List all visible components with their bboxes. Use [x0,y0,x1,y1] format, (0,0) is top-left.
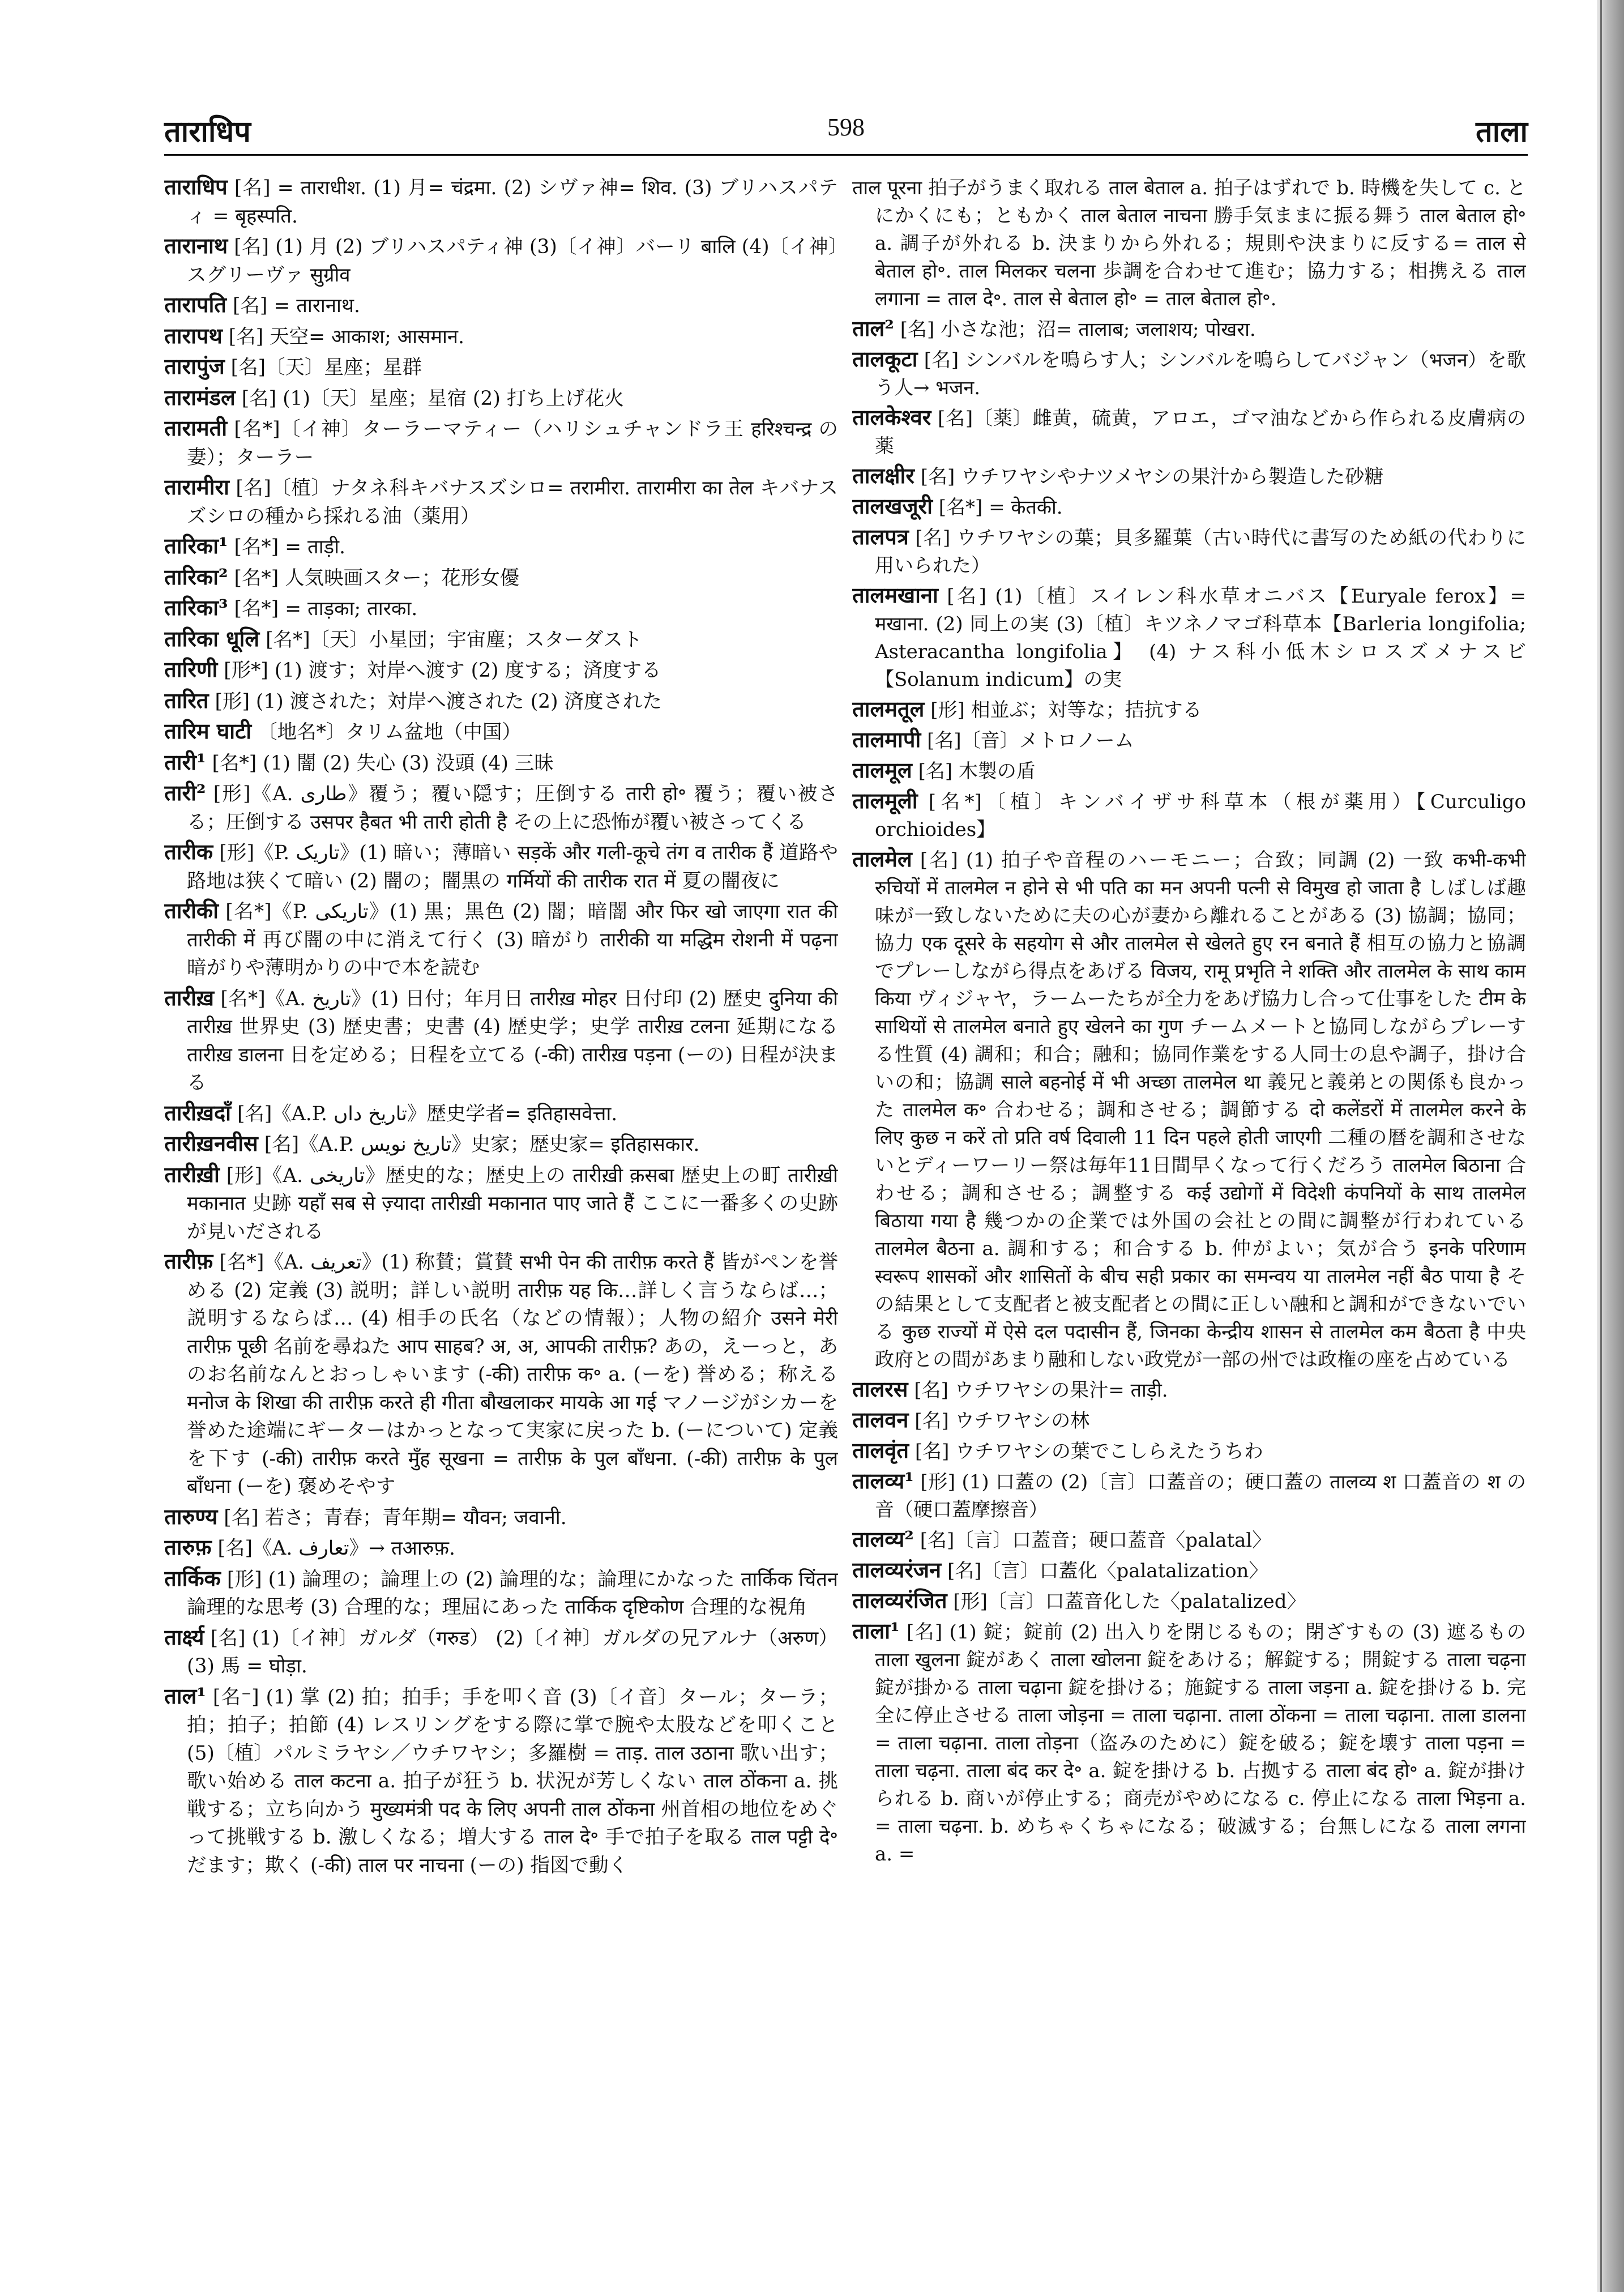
dictionary-entry [164,291,838,321]
definition: [名]〔薬〕雌黄，硫黄，アロエ，ゴマ油などから作られる皮膚病の薬 [875,407,1526,458]
definition: [名*] 人気映画スター；花形女優 [234,566,520,590]
dictionary-entry [852,345,1526,402]
definition: [形] (1) 論理の；論理上の (2) 論理的な；論理にかなった तार्किक चिंतन 論理的な思考 (3) 合理的な；理屈にあった तार्किक दृष्टिकोण 合理的な視角 [187,1568,838,1619]
dictionary-entry [164,594,838,624]
guide-word-right: ताला [1476,114,1528,149]
definition: [名*] = ताड़का; तारका. [234,597,418,620]
headword: तारी¹ [164,749,206,775]
dictionary-entry [852,1617,1526,1868]
definition: [名] 天空= आकाश; आसमान. [228,325,464,348]
headword: तालरस [852,1376,908,1402]
dictionary-entry [164,1533,838,1563]
headword: तारिका² [164,564,228,590]
dictionary-entry [164,897,838,983]
dictionary-entry [164,1129,838,1159]
book-spine-shadow [1597,0,1624,2292]
definition: [名] = ताराधीश. (1) 月= चंद्रमा. (2) シヴァ神= शिव. (3) ブリハスパティ = बृहस्पति. [187,177,838,228]
dictionary-entry [852,492,1526,522]
dictionary-entry [852,403,1526,460]
definition: [名*]〔イ神〕ターラーマティー（ハリシュチャンドラ王 हरिश्चन्द्र の妻）；ターラー [187,418,838,469]
definition: [名]〔植〕ナタネ科キバナスズシロ= तरामीरा. तारामीरा का तेल キバナスズシロの種から採れる油（薬用） [187,477,838,528]
headword: तारिका¹ [164,533,228,558]
dictionary-entry [164,352,838,382]
definition: [形] (1) 口蓋の (2)〔言〕口蓋音の；硬口蓋の तालव्य श 口蓋音の श の音（硬口蓋摩擦音） [875,1471,1526,1521]
headword: तारी² [164,780,206,805]
headword: तारापुंज [164,353,225,379]
dictionary-entry [852,1436,1526,1466]
definition: 〔地名*〕タリム盆地（中国） [258,721,522,744]
headword: तालमूल [852,757,912,783]
headword: तारापथ [164,322,223,348]
headword: तालपत्र [852,524,909,549]
dictionary-entry [852,1556,1526,1585]
headword: तारीकी [164,898,219,923]
dictionary-entry [852,523,1526,580]
definition: [名*]《A. تعریف》(1) 称賛；賞賛 सभी पेन की तारीफ़ करते हैं 皆がペンを誉める (2) 定義 (3) 説明；詳しい説明 तारीफ़ यह कि…詳しく言うならば…；説明するならば… (4) 相手の氏名（などの情報）；人物の紹介 उसने मेरी तारीफ़ पूछी 名前を尋ねた आप साहब? अ, अ, आपकी तारीफ़? あの，えーっと，あのお名前なんとおっしゃいます (-की) तारीफ़ क॰ a. (ーを) 誉める；称える मनोज के शिखा की तारीफ़ करते ही गीता बौखलाकर मायके आ गई マノージがシカーを誉めた途端にギーターはかっとなって実家に戻った b. (ーについて) 定義を下す (-की) तारीफ़ करते मुँह सूखना = तारीफ़ के पुल बाँधना. (-की) तारीफ़ के पुल बाँधना (ーを) 褒めそやす [187,1251,838,1498]
headword: तालमेल [852,846,912,872]
definition: [名⁻] (1) 掌 (2) 拍；拍手；手を叩く音 (3)〔イ音〕タール；ターラ；拍；拍子；拍節 (4) レスリングをする際に掌で腕や太股などを叩くこと (5)〔植〕パルミラヤシ／ウチワヤシ；多羅樹 = ताड़. ताल उठाना 歌い出す；歌い始める ताल कटना a. 拍子が狂う b. 状況が芳しくない ताल ठोंकना a. 挑戦する；立ち向かう मुख्यमंत्री पद के लिए अपनी ताल ठोंकना 州首相の地位をめぐって挑戦する b. 激しくなる；増大する ताल दे॰ 手で拍子を取る ताल पट्टी दे॰ だます；欺く (-की) ताल पर नाचना (ーの) 指図で動く [187,1685,838,1877]
headword: तारीख़ [164,984,214,1010]
dictionary-entry [164,383,838,413]
dictionary-entry [164,655,838,685]
definition: [名] ウチワヤシやナツメヤシの果汁から製造した砂糖 [920,466,1384,488]
definition: [名] (1)〔イ神〕ガルダ（गरुड） (2)〔イ神〕ガルダの兄アルナ（अरुण） (3) 馬 = घोड़ा. [187,1627,838,1678]
definition: [名*] = ताड़ी. [234,536,346,558]
dictionary-entry [164,686,838,716]
definition: [名] シンバルを鳴らす人；シンバルを鳴らしてバジャン（भजन）を歌う人→ भजन. [875,349,1526,399]
definition: [名]〔言〕口蓋音；硬口蓋音〈palatal〉 [920,1529,1272,1552]
dictionary-entry [164,1564,838,1622]
headword: तार्किक [164,1565,221,1591]
dictionary-entry [164,1160,838,1247]
right-column [852,173,1526,2246]
headword: तार्क्ष्य [164,1624,204,1650]
dictionary-entry [164,563,838,593]
dictionary-entry [852,725,1526,755]
dictionary-entry [164,838,838,895]
headword: तारापति [164,292,226,317]
dictionary-entry [852,1525,1526,1555]
headword: तारीक [164,839,213,864]
headword: तारीख़दाँ [164,1099,231,1125]
definition: [形] (1) 渡された；対岸へ渡された (2) 済度された [215,690,663,713]
dictionary-entry [852,845,1526,1374]
definition: [名] (1)〔天〕星座；星宿 (2) 打ち上げ花火 [241,387,624,410]
definition: [名] 木製の盾 [918,760,1036,783]
definition: [名] (1) 月 (2) ブリハスパティ神 (3)〔イ神〕バーリ बालि (4)〔イ神〕スグリーヴァ सुग्रीव [187,236,838,287]
page-number: 598 [827,113,865,141]
headword: तालमतूल [852,696,925,722]
definition: [名*]《P. تاریکی》(1) 黒；黒色 (2) 闇；暗闇 और फिर खो जाएगा रात की तारीकी में 再び闇の中に消えて行く (3) 暗がり तारीकी या मद्धिम रोशनी में पढ़ना 暗がりや薄明かりの中で本を読む [187,900,838,979]
headword: तारिम घाटी [164,718,252,744]
definition: [名] (1) 拍子や音程のハーモニー；合致；同調 (2) 一致 कभी-कभी रुचियों में तालमेल न होने से भी पति का मन अपनी पत्नी से विमुख हो जाता है しばしば趣味が一致しないために夫の心が妻から離れることがある (3) 協調；協同；協力 एक दूसरे के सहयोग से और तालमेल से खेलते हुए रन बनाते हैं 相互の協力と協調でプレーしながら得点をあげる विजय, रामू प्रभृति ने शक्ति और तालमेल के साथ काम किया ヴィジャヤ，ラームーたちが全力をあげ協力し合って仕事をした टीम के साथियों से तालमेल बनाते हुए खेलने का गुण チームメートと協同しながらプレーする性質 (4) 調和；和合；融和；協同作業をする人同士の息や調子，掛け合いの和；協調 साले बहनोई में भी अच्छा तालमेल था 義兄と義弟との関係も良かった तालमेल क॰ 合わせる；調和させる；調節する दो कलेंडरों में तालमेल करने के लिए कुछ न करें तो प्रति वर्ष दिवाली 11 दिन पहले होती जाएगी 二種の暦を調和させないとディーワーリー祭は毎年11日間早くなって行くだろう तालमेल बिठाना 合わせる；調和させる；調整する कई उद्योगों में विदेशी कंपनियों के साथ तालमेल बिठाया गया है 幾つかの企業では外国の会社との間に調整が行われている तालमेल बैठना a. 調和する；和合する b. 仲がよい；気が合う इनके परिणाम स्वरूप शासकों और शासितों के बीच सही प्रकार का समन्वय या तालमेल नहीं बैठ पाया है その結果として支配者と被支配者との間に正しい融和と調和ができないでいる कुछ राज्यों में ऐसे दल पदासीन हैं, जिनका केन्द्रीय शासन से तालमेल कम बैठता है 中央政府との間があまり融和しない政党が一部の州では政権の座を占めている [875,849,1526,1371]
definition: [名*]〔植〕キンバイザサ科草本（根が薬用）【Curculigo orchioides】 [875,791,1526,841]
headword: तालकूटा [852,346,918,372]
dictionary-entry [852,1586,1526,1616]
dictionary-entry [164,1247,838,1501]
dictionary-entry [852,581,1526,694]
left-column [164,173,838,2246]
headword: तारामती [164,415,228,441]
headword: तालमापी [852,727,921,752]
headword: ताल¹ [164,1683,206,1709]
dictionary-entry [164,748,838,778]
headword: तारीफ़ [164,1248,213,1274]
definition: [名]〔天〕星座；星群 [230,356,422,379]
definition: [名] 小さな池；沼= तालाब; जलाशय; पोखरा. [900,318,1256,341]
dictionary-entry [164,322,838,352]
headword: तालव्यरंजन [852,1557,942,1582]
definition: [名]〔音〕メトロノーム [927,729,1134,752]
headword: तारिणी [164,656,218,682]
headword: तालव्यरंजित [852,1587,947,1613]
dictionary-entry [852,695,1526,724]
dictionary-entry [852,314,1526,344]
dictionary-entry [164,473,838,531]
definition: [形]《A. تاریخی》歴史的な；歴史上の तारीख़ी क़सबा 歴史上の町 तारीख़ी मकानात 史跡 यहाँ सब से ज़्यादा तारीख़ी मकानात पाए जाते हैं ここに一番多くの史跡が見いだされる [187,1164,838,1243]
guide-word-left: ताराधिप [164,114,251,149]
definition: [形]〔言〕口蓋音化した〈palatalized〉 [953,1590,1306,1613]
dictionary-entry [852,1375,1526,1405]
dictionary-entry [164,1623,838,1681]
headword: तारामंडल [164,384,236,410]
headword: तालकेश्वर [852,404,931,430]
headword: तारीख़नवीस [164,1130,258,1156]
headword: तालमूली [852,788,918,813]
dictionary-entry [164,414,838,472]
definition: [名*]《A. تاریخ》(1) 日付；年月日 तारीख़ मोहर 日付印 (2) 歴史 दुनिया की तारीख़ 世界史 (3) 歴史書；史書 (4) 歴史学；史学 तारीख़ टलना 延期になる तारीख़ डालना 日を定める；日程を立てる (-की) तारीख़ पड़ना (ーの) 日程が決まる [187,987,838,1094]
definition: [形*] (1) 渡す；対岸へ渡す (2) 度する；済度する [224,659,661,682]
definition: [名] ウチワヤシの林 [914,1410,1090,1432]
headword: तालव्य¹ [852,1468,914,1493]
definition: [名]《A.P. تاریخ داں》歴史学者= इतिहासवेत्ता. [237,1102,618,1125]
dictionary-entry [852,173,1526,313]
dictionary-entry [164,779,838,836]
dictionary-entry [164,984,838,1098]
definition: [名]〔言〕口蓋化〈palatalization〉 [947,1560,1268,1582]
headword: तालवृंत [852,1437,909,1463]
headword: तालवन [852,1407,909,1432]
definition: [名]《A.P. تاریخ نویس》史家；歴史家= इतिहासकार. [264,1133,700,1156]
dictionary-entry [164,173,838,231]
headword: ताराधिप [164,174,228,199]
dictionary-entry [852,462,1526,491]
dictionary-entry [852,1406,1526,1435]
dictionary-entry [164,625,838,655]
definition: [名*] (1) 闇 (2) 失心 (3) 没頭 (4) 三昧 [212,752,554,775]
definition: [名*] = केतकी. [938,496,1063,519]
definition: [名] ウチワヤシの葉；貝多羅葉（古い時代に書写のため紙の代わりに用いられた） [875,527,1526,577]
dictionary-entry [852,756,1526,786]
definition: [名] 若さ；青春；青年期= यौवन; जवानी. [224,1506,567,1529]
headword: तारिका³ [164,595,228,620]
definition: [形] 相並ぶ；対等な；拮抗する [930,699,1202,722]
headword: ताल² [852,315,894,341]
dictionary-entry [164,1503,838,1533]
definition: [名*]〔天〕小星団；宇宙塵；スターダスト [266,628,643,651]
headword: तारीख़ी [164,1161,220,1187]
headword: तारानाथ [164,233,228,258]
headword: तारिका धूलि [164,625,260,651]
definition: ताल पूरना 拍子がうまく取れる ताल बेताल a. 拍子はずれで b. 時機を失して c. とにかくにも；ともかく ताल बेताल नाचना 勝手気ままに振る舞う ताल बेताल हो॰ a. 調子が外れる b. 決まりから外れる；規則や決まりに反する= ताल से बेताल हो॰. ताल मिलकर चलना 歩調を合わせて進む；協力する；相携える ताल लगाना = ताल दे॰. ताल से बेताल हो॰ = ताल बेताल हो॰. [852,177,1526,310]
page-header [164,110,1528,150]
definition: [名] ウチワヤシの果汁= ताड़ी. [914,1379,1168,1402]
definition: [形]《P. تاریک》(1) 暗い；薄暗い सड़कें और गली-कूचे तंग व तारीक हैं 道路や路地は狭くて暗い (2) 闇の；闇黒の गर्मियों की तारीक रात में 夏の闇夜に [187,842,838,893]
dictionary-entry [164,532,838,562]
headword: तालखजूरी [852,493,933,519]
dictionary-entry [852,1467,1526,1524]
definition: [形]《A. طاری》覆う；覆い隠す；圧倒する तारी हो॰ 覆う；覆い被さる；圧倒する उसपर हैबत भी तारी होती है その上に恐怖が覆い被さってくる [187,783,838,834]
dictionary-entry [164,717,838,747]
dictionary-entry [852,787,1526,844]
dictionary-entry [164,1682,838,1880]
headword: तारुफ़ [164,1534,212,1560]
headword: तारित [164,687,209,713]
headword: तालव्य² [852,1526,914,1552]
headword: तालमखाना [852,582,938,608]
definition: [名] = तारानाथ. [232,294,360,317]
definition: [名] (1) 錠；錠前 (2) 出入りを閉じるもの；閉ざすもの (3) 遮るもの ताला खुलना 錠があく ताला खोलना 錠をあける；解錠する；開錠する ताला चढ़ना 錠が掛かる ताला चढ़ाना 錠を掛ける；施錠する ताला जड़ना a. 錠を掛ける b. 完全に停止させる ताला जोड़ना = ताला चढ़ाना. ताला ठोंकना = ताला चढ़ाना. ताला डालना = ताला चढ़ाना. ताला तोड़ना（盗みのために）錠を破る；錠を壊す ताला पड़ना = ताला चढ़ना. ताला बंद कर दे॰ a. 錠を掛ける b. 占拠する ताला बंद हो॰ a. 錠が掛けられる b. 商いが停止する；商売がやめになる c. 停止になる ताला भिड़ना a. = ताला चढ़ना. b. めちゃくちゃになる；破滅する；台無しになる ताला लगना a. = [875,1621,1526,1866]
headword: तारामीरा [164,474,229,500]
definition: [名] ウチワヤシの葉でこしらえたうちわ [914,1440,1263,1463]
definition: [名]《A. تعارف》→ तआरुफ़. [217,1537,455,1560]
header-rule [164,154,1528,156]
dictionary-entry [164,1099,838,1129]
headword: तारुण्य [164,1503,218,1529]
headword: ताला¹ [852,1618,900,1644]
definition: [名] (1)〔植〕スイレン科水草オニバス【Euryale ferox】= मखाना. (2) 同上の実 (3)〔植〕キツネノマゴ科草本【Barleria longifolia; Asteracantha longifolia】 (4) ナス科小低木シロスズメナスビ【Solanum indicum】の実 [875,585,1526,691]
dictionary-entry [164,232,838,289]
headword: तालक्षीर [852,463,914,488]
